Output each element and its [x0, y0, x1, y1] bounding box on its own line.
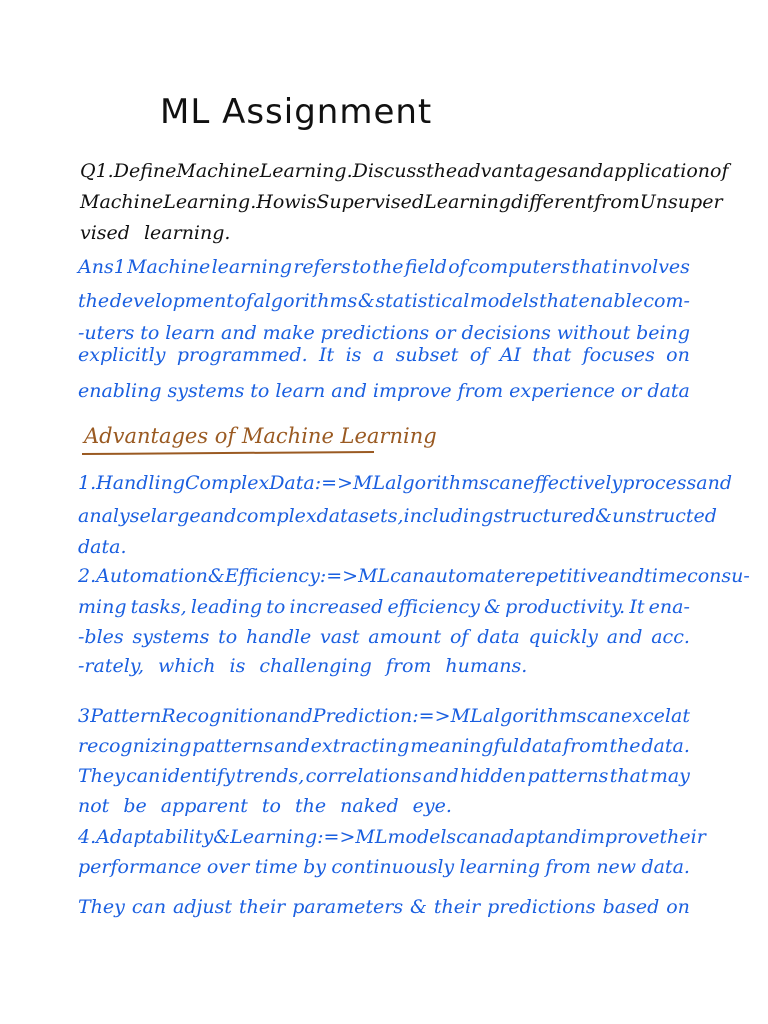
advantage-point-line: 1. Handling Complex Data :=> ML algorithms can effectively process and	[78, 472, 732, 494]
advantage-point-line: ming tasks, leading to increased efficiency & productivity. It ena-	[78, 596, 690, 618]
answer-line: enabling systems to learn and improve from experience or data	[78, 380, 690, 402]
advantage-point-line: 4. Adaptability & Learning :=> ML models can adapt and improve their	[78, 826, 706, 848]
answer-line: -uters to learn and make predictions or decisions without being	[78, 322, 690, 344]
answer-line: the development of algorithms & statistical models that enable com-	[78, 290, 690, 312]
heading-underline	[82, 451, 374, 455]
answer-line: Ans1 Machine learning refers to the field of computers that involves	[78, 256, 690, 278]
advantage-point-line: performance over time by continuously learning from new data.	[78, 856, 690, 878]
page-title: ML Assignment	[160, 92, 433, 132]
question-line: Q1. Define Machine Learning. Discuss the advantages and application of	[80, 160, 729, 182]
advantage-point-line: -bles systems to handle vast amount of data quickly and acc.	[78, 626, 690, 648]
advantage-point-line: -rately, which is challenging from humans.	[78, 655, 528, 677]
advantage-point-line: 2. Automation & Efficiency :=> ML can automate repetitive and time consu-	[78, 565, 750, 587]
advantage-point-line: data.	[78, 536, 127, 558]
question-line: vised learning.	[80, 222, 231, 244]
answer-line: explicitly programmed. It is a subset of AI that focuses on	[78, 344, 690, 366]
advantage-point-line: They can identify trends, correlations and hidden patterns that may	[78, 765, 690, 787]
advantage-point-line: 3 Pattern Recognition and Prediction :=> ML algorithms can excel at	[78, 705, 690, 727]
question-line: Machine Learning. How is Supervised Learning different from Unsuper	[80, 191, 723, 213]
advantage-point-line: analyse large and complex datasets, including structured & unstructed	[78, 505, 717, 527]
advantage-point-line: They can adjust their parameters & their predictions based on	[78, 896, 690, 918]
advantage-point-line: recognizing patterns and extracting meaningful data from the data.	[78, 735, 690, 757]
advantage-point-line: not be apparent to the naked eye.	[78, 795, 452, 817]
advantages-heading: Advantages of Machine Learning	[84, 424, 437, 448]
